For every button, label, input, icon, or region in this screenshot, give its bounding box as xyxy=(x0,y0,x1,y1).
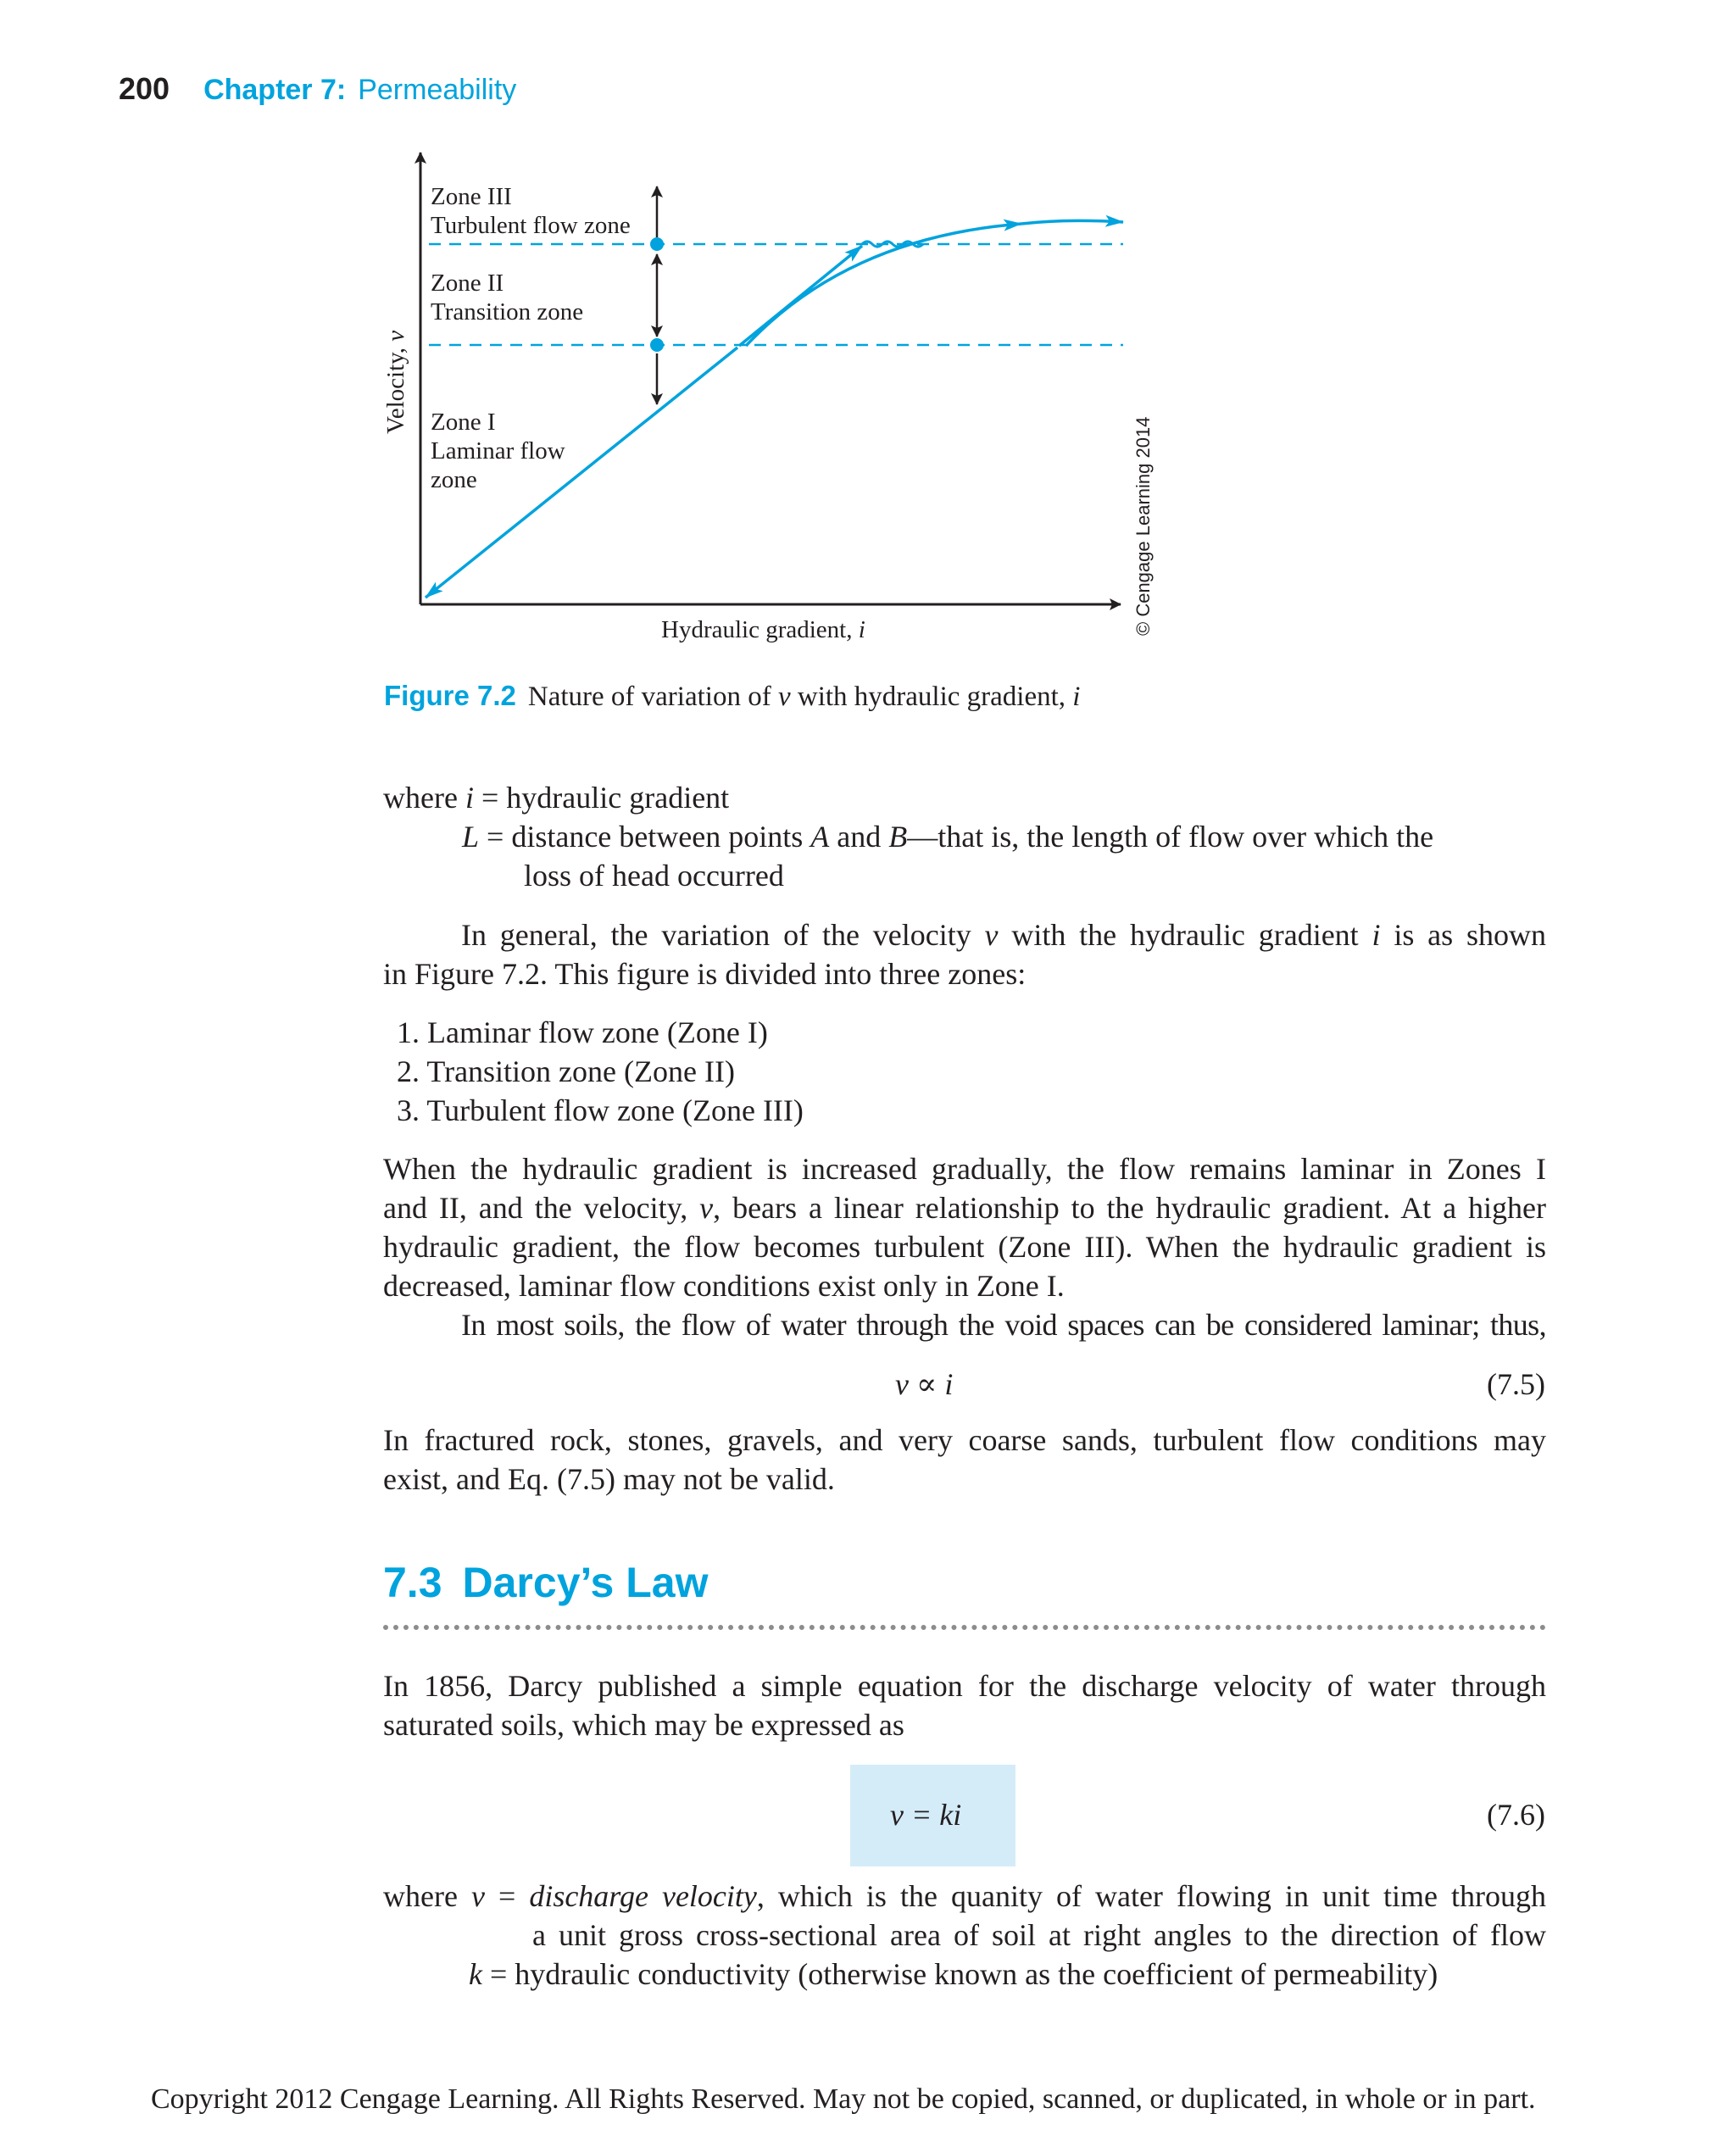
zone3-description: Turbulent flow zone xyxy=(431,212,631,239)
paragraph-2-line3: hydraulic gradient, the flow becomes turbulent (Zone III). When the hydraulic gradient is xyxy=(383,1230,1546,1264)
zone3-label: Zone III xyxy=(431,183,512,210)
equation-7-5: v ∝ i xyxy=(895,1367,954,1401)
equation-7-6-number: (7.6) xyxy=(1487,1798,1545,1832)
list-item: 1. Laminar flow zone (Zone I) xyxy=(397,1015,768,1049)
paragraph-1-line2: in Figure 7.2. This figure is divided into three zones: xyxy=(383,957,1027,991)
paragraph-2-line1: When the hydraulic gradient is increased gradually, the flow remains laminar in Zones I xyxy=(383,1152,1546,1186)
zone1-description-line1: Laminar flow xyxy=(431,437,565,464)
paragraph-4-line1: In fractured rock, stones, gravels, and very coarse sands, turbulent flow conditions may xyxy=(383,1423,1546,1457)
chapter-label: Chapter 7: xyxy=(203,74,347,106)
where-v-definition-cont: a unit gross cross-sectional area of soil at right angles to the direction of flow xyxy=(532,1918,1546,1952)
paragraph-5-line1: In 1856, Darcy published a simple equation for the discharge velocity of water through xyxy=(383,1669,1546,1703)
where-L-definition: L = distance between points A and B—that is, the length of flow over which the xyxy=(462,820,1434,854)
x-axis-label: Hydraulic gradient, i xyxy=(661,616,865,643)
figure-7-2 xyxy=(0,0,1736,678)
caption-number: Figure 7.2 xyxy=(384,680,516,711)
paragraph-4-line2: exist, and Eq. (7.5) may not be valid. xyxy=(383,1462,835,1496)
where-k-definition: k = hydraulic conductivity (otherwise known as the coefficient of permeability) xyxy=(469,1957,1438,1991)
paragraph-3: In most soils, the flow of water through the void spaces can be considered laminar; thus, xyxy=(461,1308,1546,1342)
figure-caption: Figure 7.2 Nature of variation of v with hydraulic gradient, i xyxy=(384,680,1081,712)
section-number: 7.3 xyxy=(383,1559,442,1606)
section-heading xyxy=(383,1558,708,1607)
equation-7-5-number: (7.5) xyxy=(1487,1367,1545,1401)
paragraph-5-line2: saturated soils, which may be expressed as xyxy=(383,1708,904,1742)
increasing-gradient-path xyxy=(739,246,862,346)
zone2-label: Zone II xyxy=(431,270,504,297)
where-i-definition: where i = hydraulic gradient xyxy=(383,781,730,815)
list-item: 2. Transition zone (Zone II) xyxy=(397,1054,735,1088)
copyright-footer: Copyright 2012 Cengage Learning. All Rights Reserved. May not be copied, scanned, or duplicated, in whole or in part. xyxy=(151,2083,1536,2115)
where-v-definition: where v = discharge velocity, which is the quanity of water flowing in unit time through xyxy=(383,1879,1547,1913)
paragraph-1-line1: In general, the variation of the velocity v with the hydraulic gradient i is as shown xyxy=(461,918,1547,952)
list-item: 3. Turbulent flow zone (Zone III) xyxy=(397,1093,804,1127)
page-number: 200 xyxy=(119,71,170,106)
chapter-title: Permeability xyxy=(358,74,517,106)
paragraph-2-line2: and II, and the velocity, v, bears a linear relationship to the hydraulic gradient. At a higher xyxy=(383,1191,1547,1225)
zone3-boundary-dot xyxy=(650,237,664,251)
section-divider xyxy=(383,1625,1546,1630)
equation-7-6: v = ki xyxy=(890,1798,962,1832)
y-axis-label: Velocity, v xyxy=(382,330,409,434)
zone1-description-line2: zone xyxy=(431,466,477,493)
zone1-label: Zone I xyxy=(431,409,496,436)
where-L-definition-cont: loss of head occurred xyxy=(524,859,784,893)
figure-credit: © Cengage Learning 2014 xyxy=(1132,416,1154,636)
zone2-description: Transition zone xyxy=(431,298,584,325)
paragraph-2-line4: decreased, laminar flow conditions exist only in Zone I. xyxy=(383,1269,1065,1303)
turbulent-flow-curve xyxy=(1021,220,1123,224)
section-title: Darcy’s Law xyxy=(462,1559,709,1606)
zone2-boundary-dot xyxy=(650,338,664,352)
